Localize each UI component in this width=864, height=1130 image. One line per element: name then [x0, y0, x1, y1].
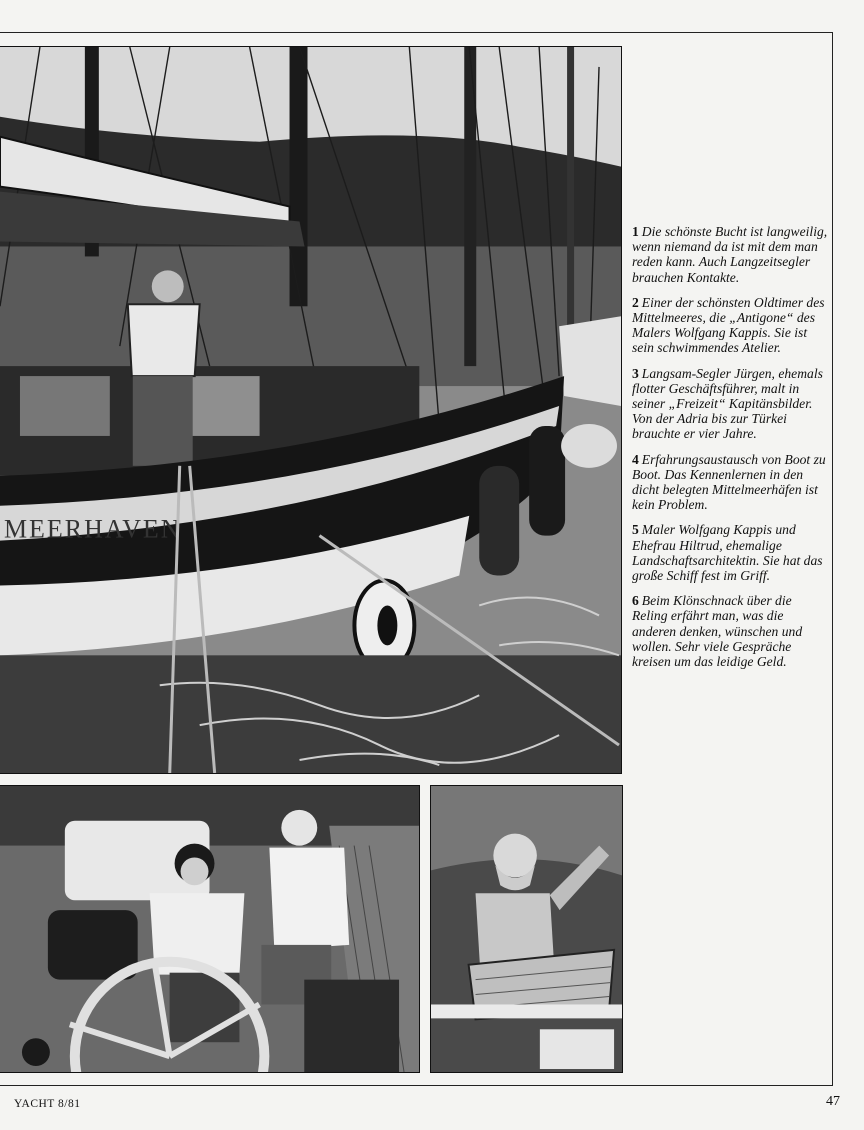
- main-photo-sailing-yacht: [0, 46, 622, 774]
- page-number: 47: [826, 1094, 840, 1109]
- caption-3: [632, 366, 828, 442]
- caption-6: [632, 593, 828, 669]
- caption-column: [632, 224, 828, 679]
- caption-number: 1: [632, 224, 639, 239]
- caption-number: 3: [632, 365, 639, 381]
- bottom-left-photo-couple-at-helm: [0, 785, 420, 1073]
- caption-number: 6: [632, 593, 639, 609]
- hull-lettering: MEERHAVEN: [3, 514, 182, 544]
- caption-text: Die schönste Bucht ist langweilig, wenn niemand da ist mit dem man reden kann. Auch Langzeitsegler brauchen Kontakte.: [632, 224, 828, 285]
- caption-number: 2: [632, 294, 639, 310]
- caption-1: [632, 224, 828, 285]
- caption-number: 5: [632, 522, 639, 538]
- caption-text: Erfahrungsaustausch von Boot zu Boot. Das Kennenlernen in den dicht belegten Mittelmeerhäfen ist kein Problem.: [632, 451, 826, 513]
- magazine-issue: YACHT 8/81: [14, 1098, 81, 1110]
- bottom-right-photo-man-with-basket: [430, 785, 623, 1073]
- caption-5: [632, 522, 828, 583]
- caption-text: Einer der schönsten Oldtimer des Mittelmeeres, die „Antigone“ des Malers Wolfgang Kappis. Sie ist sein schwimmendes Atelier.: [632, 294, 825, 356]
- caption-number: 4: [632, 451, 639, 467]
- caption-text: Maler Wolfgang Kappis und Ehefrau Hiltrud, ehemalige Landschaftsarchitektin. Sie hat das große Schiff fest im Griff.: [632, 522, 823, 584]
- caption-text: Beim Klönschnack über die Reling erfährt man, was die anderen denken, wünschen und wollen. Sehr viele Gespräche kreisen um das leidige Geld.: [632, 593, 803, 670]
- caption-4: [632, 452, 828, 513]
- caption-text: Langsam-Segler Jürgen, ehemals flotter Geschäftsführer, malt in seiner „Freizeit“ Kapitänsbilder. Von der Adria bis zur Türkei brauchte er vier Jahre.: [632, 365, 823, 442]
- caption-2: [632, 295, 828, 356]
